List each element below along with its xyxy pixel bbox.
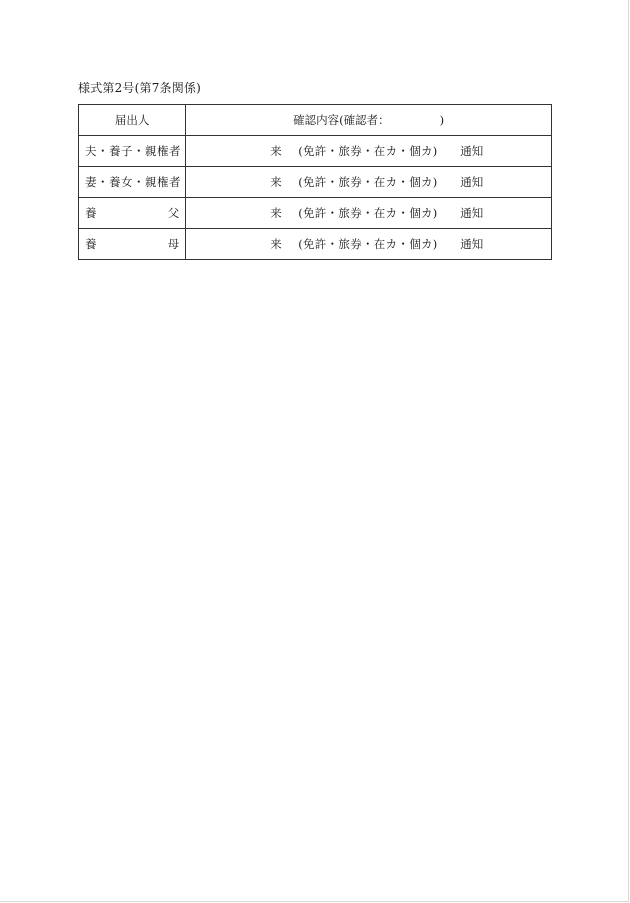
table-row xyxy=(79,229,552,260)
row-mark: 来 xyxy=(270,144,282,158)
confirmation-table xyxy=(78,104,552,260)
row-mark: 来 xyxy=(270,206,282,220)
row-content xyxy=(186,167,552,198)
row-content xyxy=(186,229,552,260)
row-content xyxy=(186,136,552,167)
row-person xyxy=(79,229,186,260)
table-row xyxy=(79,198,552,229)
row-content xyxy=(186,198,552,229)
row-methods: (免許・旅券・在カ・個カ) xyxy=(298,237,438,251)
header-content-prefix: 確認内容(確認者： xyxy=(293,113,390,127)
row-person-right: 母 xyxy=(167,237,180,251)
row-person xyxy=(79,198,186,229)
row-person-left: 養 xyxy=(85,206,97,220)
row-person: 妻・養女・親権者 xyxy=(79,167,186,198)
row-notice: 通知 xyxy=(460,237,484,251)
header-content-suffix: ) xyxy=(439,113,445,127)
row-person-left: 養 xyxy=(85,237,97,251)
row-notice: 通知 xyxy=(460,206,484,220)
table-header-row xyxy=(79,105,552,136)
row-methods: (免許・旅券・在カ・個カ) xyxy=(298,175,438,189)
row-methods: (免許・旅券・在カ・個カ) xyxy=(298,144,438,158)
header-content xyxy=(186,105,552,136)
row-mark: 来 xyxy=(270,237,282,251)
row-mark: 来 xyxy=(270,175,282,189)
row-person: 夫・養子・親権者 xyxy=(79,136,186,167)
row-notice: 通知 xyxy=(460,175,484,189)
row-methods: (免許・旅券・在カ・個カ) xyxy=(298,206,438,220)
row-person-right: 父 xyxy=(167,206,180,220)
header-person: 届出人 xyxy=(79,105,186,136)
row-notice: 通知 xyxy=(460,144,484,158)
form-title: 様式第2号(第7条関係) xyxy=(78,81,202,95)
table-row xyxy=(79,136,552,167)
table-row xyxy=(79,167,552,198)
